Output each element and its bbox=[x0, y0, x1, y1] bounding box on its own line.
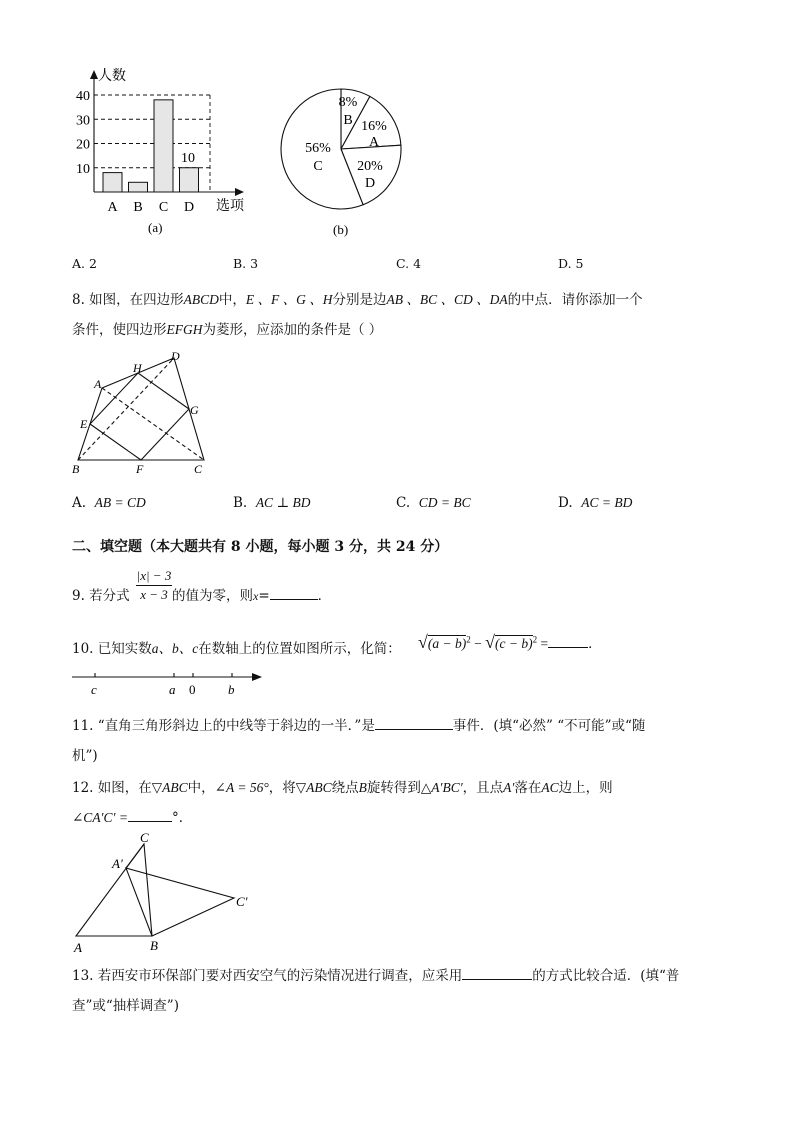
sqrt-sign-1: √ bbox=[418, 632, 428, 652]
q12-line-2: ∠CA′C′ = °． bbox=[72, 810, 193, 826]
pie-percent-label-b: 8% bbox=[338, 95, 358, 110]
y-tick-label: 10 bbox=[76, 161, 90, 177]
triangle-a1bc1 bbox=[126, 868, 234, 936]
y-tick-label: 20 bbox=[76, 137, 90, 153]
number-line-arrow-icon bbox=[252, 673, 262, 681]
y-tick-label: 40 bbox=[76, 89, 90, 104]
q11-answer-blank[interactable] bbox=[375, 729, 453, 730]
label-a: A bbox=[94, 377, 102, 391]
q10-number-line bbox=[68, 668, 268, 698]
q12-answer-blank[interactable] bbox=[128, 821, 172, 822]
q7-option-c[interactable]: C. 4 bbox=[396, 256, 422, 271]
q9-prefix: 9. 若分式 bbox=[72, 588, 130, 604]
label-c: C bbox=[194, 462, 203, 476]
bar-a bbox=[103, 173, 122, 192]
axis-label-c: c bbox=[91, 682, 97, 697]
fig12-label-c1: C′ bbox=[236, 894, 248, 909]
fig12-label-a: A bbox=[74, 940, 82, 955]
fig12-label-a1: A′ bbox=[112, 856, 123, 871]
q9-answer-blank[interactable] bbox=[270, 599, 318, 600]
y-axis-arrow-icon bbox=[90, 70, 98, 79]
sqrt-sign-2: √ bbox=[485, 632, 496, 652]
root-2: (c − b) bbox=[495, 636, 533, 651]
bar-c bbox=[154, 100, 173, 192]
pie-category-label-c: C bbox=[313, 159, 323, 174]
q8-option-b[interactable]: B. AC ⊥ BD bbox=[233, 495, 311, 511]
q8-option-a[interactable]: A. AB = CD bbox=[72, 495, 146, 511]
q10-text: 10. 已知实数a、b、c在数轴上的位置如图所示，化简： bbox=[72, 641, 401, 657]
bar-chart bbox=[60, 62, 260, 242]
bar-data-label-d: 10 bbox=[181, 151, 195, 166]
x-tick-label: A bbox=[107, 200, 118, 215]
x-tick-label: C bbox=[158, 200, 169, 215]
pie-category-label-d: D bbox=[364, 176, 376, 191]
bar-chart-x-label: 选项 bbox=[216, 199, 244, 214]
label-h: H bbox=[133, 361, 142, 375]
diagonal-ac bbox=[102, 388, 204, 460]
label-d: D bbox=[171, 349, 180, 363]
x-tick-label: D bbox=[183, 200, 195, 215]
q8-option-d[interactable]: D. AC = BD bbox=[558, 495, 633, 511]
label-f: F bbox=[136, 462, 144, 476]
q12-rotation-figure bbox=[68, 828, 268, 956]
axis-label-b: b bbox=[228, 682, 235, 697]
quad-efgh bbox=[90, 373, 189, 460]
bar-chart-y-label: 人数 bbox=[98, 69, 126, 84]
label-e: E bbox=[80, 417, 88, 431]
pie-percent-label-d: 20% bbox=[357, 159, 383, 174]
q9-denominator: x − 3 bbox=[140, 587, 168, 602]
q10-expression: $√(a - b)^2 - √(c - b)^2$ = ． bbox=[418, 632, 602, 652]
diagonal-bd bbox=[78, 358, 174, 460]
bar-b bbox=[129, 182, 148, 192]
q11-line-1: 11. “直角三角形斜边上的中线等于斜边的一半．”是 事件．(填“必然” “不可能”或“随 bbox=[72, 718, 646, 734]
q9-fraction bbox=[136, 568, 172, 603]
root-1: (a − b) bbox=[427, 636, 467, 651]
pie-category-label-b: B bbox=[343, 113, 353, 128]
label-b: B bbox=[72, 462, 80, 476]
pie-chart bbox=[278, 84, 408, 240]
label-g: G bbox=[190, 403, 199, 417]
fig12-label-c: C bbox=[140, 830, 149, 845]
q8-quadrilateral-figure bbox=[66, 348, 216, 478]
section-2-heading: 二、填空题（本大题共有 8 小题，每小题 3 分，共 24 分） bbox=[72, 539, 449, 555]
y-tick-label: 30 bbox=[76, 113, 90, 129]
q8-option-c[interactable]: C. CD = BC bbox=[396, 495, 471, 511]
pie-percent-label-a: 16% bbox=[361, 119, 387, 134]
q9-suffix: 的值为零，则x= ． bbox=[172, 588, 332, 604]
q9-numerator: |x| − 3 bbox=[136, 568, 172, 586]
q8-line-1: 8. 如图，在四边形ABCD中，E 、F 、G 、H分别是边AB 、BC 、CD 、DA的中点．请你添加一个 bbox=[72, 292, 643, 308]
q12-line-1: 12. 如图，在▽ABC中，∠A = 56°，将▽ABC绕点B旋转得到△A′BC′，且点A′落在AC边上，则 bbox=[72, 780, 613, 796]
q11-line-2: 机”) bbox=[72, 748, 98, 764]
pie-percent-label-c: 56% bbox=[305, 141, 331, 156]
q13-line-2: 查”或“抽样调查”) bbox=[72, 998, 179, 1014]
pie-category-label-a: A bbox=[368, 135, 380, 150]
q8-line-2: 条件，使四边形EFGH为菱形，应添加的条件是（ ） bbox=[72, 322, 383, 338]
q10-answer-blank[interactable] bbox=[548, 647, 588, 648]
q7-option-b[interactable]: B. 3 bbox=[233, 256, 259, 271]
fig12-label-b: B bbox=[150, 938, 158, 953]
q13-answer-blank[interactable] bbox=[462, 979, 532, 980]
q7-option-d[interactable]: D. 5 bbox=[558, 256, 584, 271]
axis-label-zero: 0 bbox=[189, 682, 196, 697]
q7-option-a[interactable]: A. 2 bbox=[72, 256, 97, 271]
q13-line-1: 13. 若西安市环保部门要对西安空气的污染情况进行调查，应采用 的方式比较合适．(填“普 bbox=[72, 968, 680, 984]
bar-d bbox=[180, 168, 199, 192]
x-axis-arrow-icon bbox=[235, 188, 244, 196]
axis-label-a: a bbox=[169, 682, 176, 697]
bar-chart-caption: (a) bbox=[148, 220, 163, 235]
x-tick-label: B bbox=[133, 200, 143, 215]
pie-chart-caption: (b) bbox=[333, 222, 349, 237]
